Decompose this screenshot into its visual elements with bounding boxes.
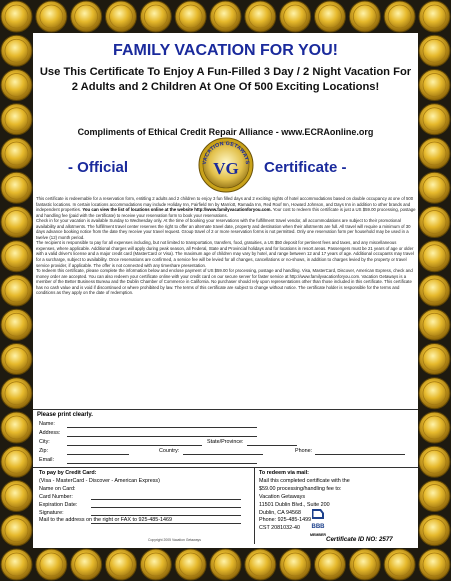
logo-monogram: VG	[213, 159, 239, 178]
border-coin	[140, 549, 171, 580]
border-coin	[1, 207, 32, 238]
border-coin	[245, 1, 276, 32]
border-coin	[419, 241, 450, 272]
border-coin	[1, 35, 32, 66]
border-coin	[1, 446, 32, 477]
redeem-phone: Phone: 925-485-1499	[259, 517, 312, 524]
certificate-id: Certificate ID NO: 2577	[326, 536, 393, 543]
border-coin	[1, 104, 32, 135]
name-label: Name:	[39, 421, 55, 427]
border-coin	[1, 378, 32, 409]
border-coin	[1, 275, 32, 306]
certificate-body	[33, 33, 418, 548]
border-coin	[1, 172, 32, 203]
card-number-label: Card Number:	[39, 493, 73, 500]
border-coin	[384, 1, 415, 32]
certificate-title: FAMILY VACATION FOR YOU!	[113, 42, 338, 59]
state-label: State/Province:	[207, 439, 244, 445]
terms-website: You can view the list of locations online at the website http://www.familyvacationforyou.com.	[82, 207, 272, 213]
city-field[interactable]	[67, 445, 202, 446]
border-coin	[419, 515, 450, 546]
certificate-label: Certificate -	[264, 159, 347, 176]
border-coin	[210, 1, 241, 32]
form-divider	[33, 409, 418, 410]
border-coin	[1, 138, 32, 169]
country-field[interactable]	[183, 454, 263, 455]
certificate-headline: Use This Certificate To Enjoy A Fun-Filled 3 Day / 2 Night Vacation For 2 Adults and 2 Children At One Of 500 Exciting Locations!	[39, 66, 412, 93]
copyright: Copyright 2005 Vacation Getaways	[148, 538, 201, 542]
border-coin	[315, 549, 346, 580]
redeem-company: Vacation Getaways	[259, 493, 306, 500]
border-coin	[419, 446, 450, 477]
border-coin	[419, 275, 450, 306]
border-coin	[1, 481, 32, 512]
border-coin	[106, 549, 137, 580]
border-coin	[36, 549, 67, 580]
border-coin	[1, 1, 32, 32]
border-coin	[106, 1, 137, 32]
border-coin	[1, 309, 32, 340]
redeem-cst: CST 2081032-40	[259, 525, 300, 532]
border-coin	[1, 515, 32, 546]
logo-arc-text: VACATION GETAWAYS	[201, 140, 251, 165]
border-coin	[419, 412, 450, 443]
border-coin	[280, 1, 311, 32]
city-label: City:	[39, 439, 50, 445]
border-coin	[1, 549, 32, 580]
column-divider	[254, 468, 255, 544]
email-field[interactable]	[67, 463, 257, 464]
address-field[interactable]	[67, 436, 257, 437]
border-coin	[349, 1, 380, 32]
border-coin	[210, 549, 241, 580]
expiration-label: Expiration Date:	[39, 501, 78, 508]
border-coin	[36, 1, 67, 32]
redeem-line1: Mail this completed certificate with the	[259, 477, 350, 484]
border-coin	[315, 1, 346, 32]
border-coin	[419, 35, 450, 66]
country-label: Country:	[159, 448, 180, 454]
border-coin	[419, 138, 450, 169]
border-coin	[71, 549, 102, 580]
payment-divider	[33, 467, 418, 468]
border-coin	[419, 1, 450, 32]
expiration-field[interactable]	[91, 515, 241, 516]
state-field[interactable]	[247, 445, 297, 446]
border-coin	[175, 1, 206, 32]
border-coin	[419, 207, 450, 238]
terms-p3: Check in for your vacation is available Sunday to Wednesday only. At the time of booking your reservations with the fulfillment travel vendor, all accommodations are subject to their promotional availability and allotments. The fulfillment travel center reserves the right to offer an alternate travel date, property and destination when their allotments are full. All travel will require a minimum of 30 days advance booking notice from the date they receive your travel request. Group travel of 2 or more reservation forms is not permitted. Only one reservation form per household may be used in a twelve (12) month period.	[36, 218, 411, 240]
border-coin	[419, 549, 450, 580]
border-coin	[419, 309, 450, 340]
redeem-city: Dublin, CA 94568	[259, 509, 301, 516]
terms-fine-print	[36, 196, 416, 296]
redeem-section	[259, 470, 350, 533]
name-on-card-field[interactable]	[91, 499, 241, 500]
border-coin	[1, 412, 32, 443]
zip-label: Zip:	[39, 448, 48, 454]
payment-section	[39, 470, 172, 525]
zip-field[interactable]	[67, 454, 129, 455]
email-label: Email:	[39, 457, 54, 463]
vacation-getaways-logo	[198, 137, 254, 193]
terms-p2: Your cost to redeem this certificate is just a US $59.00 processing, postage and handling fee (paid with the certificate) to receive your reservation form to book your reservations.	[36, 207, 416, 218]
border-coin	[1, 344, 32, 375]
compliments-line: Compliments of Ethical Credit Repair Alliance - www.ECRAonline.org	[77, 127, 374, 137]
border-coin	[349, 549, 380, 580]
border-coin	[280, 549, 311, 580]
border-coin	[140, 1, 171, 32]
border-coin	[419, 481, 450, 512]
terms-p1: This certificate is redeemable for a reservation form, entitling 2 adults and 2 children to enjoy 3 fun filled days and 2 exciting nights of hotel accommodations based on double occupancy at one of 500 fantastic locations. In certain locations accommodations may include Holiday Inn, Fairfield Inn by Marriott, Ramada Inn, Red Roof Inn, Howard Johnson, and Days Inn in addition to other brands and independent properties.	[36, 196, 414, 213]
border-coin	[384, 549, 415, 580]
terms-p4: The recipient is responsible to pay for all expenses including, but not limited to transportation, transfers, food, gratuities, a US $50 deposit for pertinent fees and taxes, and any miscellaneous expenses, where applicable. Additional charges will apply during peak season, all Federal, State and Provincial holidays and for locations in resort areas. Passengers must be 21 years of age or older with a valid driver's license and a major credit card (MasterCard or Visa). The maximum age of children may vary by hotel, and range between 12 and 17 years of age. Additional occupants may travel for a surcharge, subject to availability. Once reservations are confirmed, a service fee will be levied for all changes, cancellations or no-shows, in addition to charges levied by the property or travel service provider, if applicable. The offer is not connected with any timeshare presentation.	[36, 240, 414, 268]
phone-field[interactable]	[315, 454, 405, 455]
border-coin	[1, 241, 32, 272]
border-coin	[71, 1, 102, 32]
border-coin	[419, 104, 450, 135]
signature-field[interactable]	[91, 523, 241, 524]
bbb-member: MEMBER	[310, 533, 326, 537]
phone-label: Phone:	[295, 448, 313, 454]
border-coin	[419, 70, 450, 101]
border-coin	[245, 549, 276, 580]
signature-label: Signature:	[39, 509, 64, 516]
form-heading: Please print clearly.	[37, 412, 93, 418]
official-label: - Official	[68, 159, 129, 176]
border-coin	[419, 344, 450, 375]
name-field[interactable]	[67, 427, 257, 428]
accepted-cards: (Visa - MasterCard - Discover - American Express)	[39, 477, 160, 484]
mail-fax-note: Mail to the address on the right or FAX to 925-485-1469	[39, 517, 173, 524]
border-coin	[419, 172, 450, 203]
redeem-line2: $59.00 processing/handling fee to:	[259, 485, 342, 492]
border-coin	[175, 549, 206, 580]
terms-p5: To redeem this certificate, please complete the information below and enclose payment of US $59.00 for processing, postage and handling. Visa, MasterCard, Discover, American Express, check and money order are accepted. You can also redeem your certificate online with your credit card on our secure server for faster service at http://www.familyvacationforyou.com. Vacation Getaways is a member of the Better Business Bureau and the Dublin Chamber of Commerce in California. No purchaser should rely upon representations other than those included in this certificate. This certificate has no cash value and is void if discontinued or where prohibited by law. The terms of this certificate are subject to change without notice. The certificate holder is responsible for the terms and conditions as they apply on the date of redemption.	[36, 268, 413, 296]
card-number-field[interactable]	[91, 507, 241, 508]
border-coin	[419, 378, 450, 409]
bbb-text: BBB	[311, 524, 325, 530]
name-on-card-label: Name on Card:	[39, 485, 76, 492]
border-coin	[1, 70, 32, 101]
payment-heading: To pay by Credit Card:	[39, 470, 97, 476]
redeem-street: 11501 Dublin Blvd., Suite 200	[259, 501, 330, 508]
redeem-heading: To redeem via mail:	[259, 470, 309, 476]
bbb-logo	[309, 507, 327, 533]
address-label: Address:	[39, 430, 61, 436]
